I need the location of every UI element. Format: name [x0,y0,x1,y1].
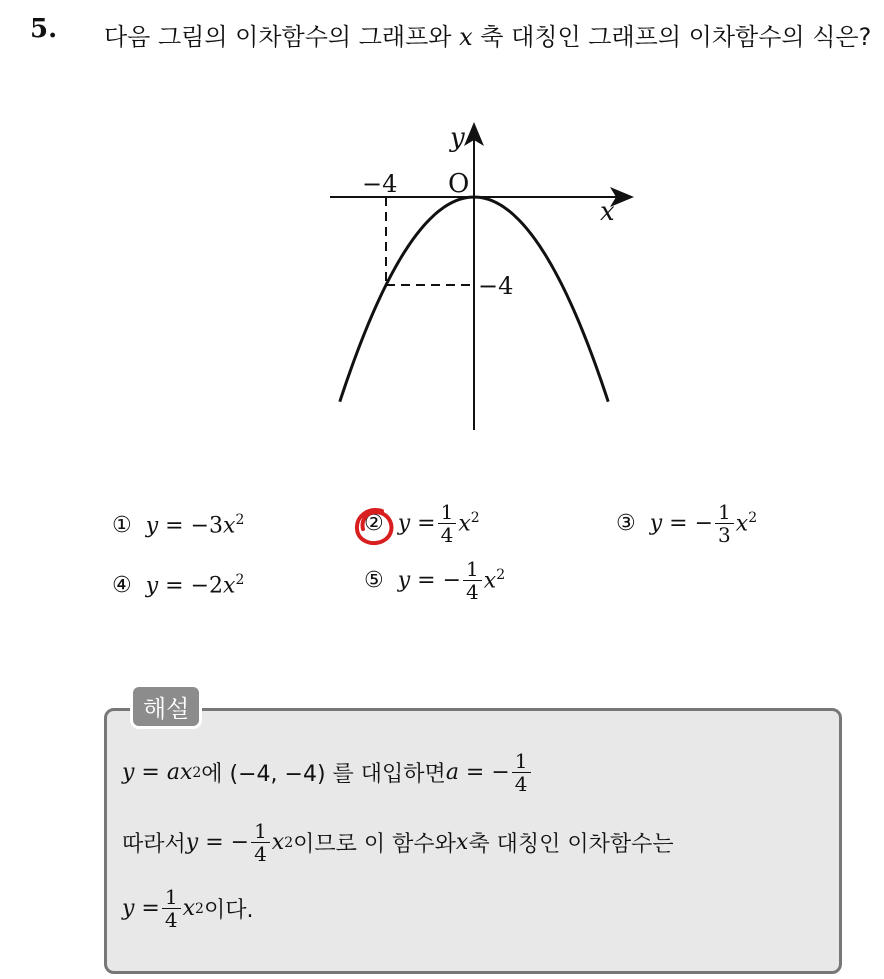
origin-label: O [448,169,470,199]
solution-text: 이므로 이 함수와 [293,832,456,857]
choice-var: x [223,573,236,599]
y-axis-label: y [450,123,465,153]
solution-text: 이다. [203,898,254,923]
solution-line-2 [122,820,674,865]
solution-text: 축 대칭인 이차함수는 [468,832,674,857]
solution-expr: y = [122,896,160,921]
choice-var: x [458,511,471,537]
solution-exp: 2 [195,900,204,917]
choice-eq: = −3 [158,513,224,539]
choice-lhs: y [397,568,411,593]
solution-fraction: $\frac{1}{4}$ [162,886,181,931]
choice-eq: = −2 [158,573,224,599]
choice-var: x [483,568,497,594]
question-variable: x [459,23,473,51]
choice-exp: 2 [235,572,245,588]
choice-exp: 2 [496,567,506,584]
solution-tag: 해설 [130,684,202,729]
solution-var: x [455,830,469,855]
choice-lhs: y [397,511,411,536]
choice-eq: = − [410,568,462,593]
choice-fraction: $\frac{1}{4}$ [463,558,482,603]
solution-expr: y = ax [122,760,193,785]
solution-exp: 2 [284,834,294,851]
choice-number: ① [112,512,132,538]
choice-exp: 2 [235,512,245,528]
solution-expr: a = − [445,760,510,785]
choice-lhs: y [649,511,663,536]
question-number: 5. [30,14,58,44]
solution-var: x [182,896,196,921]
choice-1[interactable] [112,512,244,538]
choice-fraction: $\frac{1}{3}$ [715,501,734,546]
choice-number: ② [364,511,384,536]
choice-4[interactable] [112,572,244,598]
choice-3[interactable] [616,501,757,546]
choice-5[interactable] [364,558,505,603]
solution-text: 따라서 [122,832,186,857]
solution-fraction: $\frac{1}{4}$ [512,750,531,795]
choice-number: ⑤ [364,568,384,593]
choice-var: x [735,511,749,537]
question-text-part1: 다음 그림의 이차함수의 그래프와 [104,23,452,51]
choice-number: ③ [616,511,636,536]
solution-var: x [271,830,285,855]
x-tick-label: −4 [362,170,398,198]
solution-exp: 2 [192,764,202,781]
choice-number: ④ [112,572,132,598]
choice-exp: 2 [748,510,758,527]
choice-lhs: y [145,573,159,599]
choice-eq: = − [662,511,714,536]
choice-eq: = [410,511,436,536]
question-text [104,15,874,59]
choice-var: x [223,513,236,539]
solution-expr: y = − [185,830,250,855]
x-axis-label: x [600,197,615,227]
choice-exp: 2 [470,510,480,527]
solution-line-1 [122,750,533,795]
parabola-graph [320,120,640,440]
choice-lhs: y [145,513,159,539]
solution-fraction: $\frac{1}{4}$ [251,820,270,865]
choice-2[interactable] [364,501,480,546]
solution-text: 에 (−4, −4) 를 대입하면 [201,762,446,787]
solution-line-3 [122,886,253,931]
y-tick-label: −4 [478,272,514,300]
choice-fraction: $\frac{1}{4}$ [438,501,457,546]
question-text-part2: 축 대칭인 그래프의 이차함수의 식은? [480,23,872,51]
